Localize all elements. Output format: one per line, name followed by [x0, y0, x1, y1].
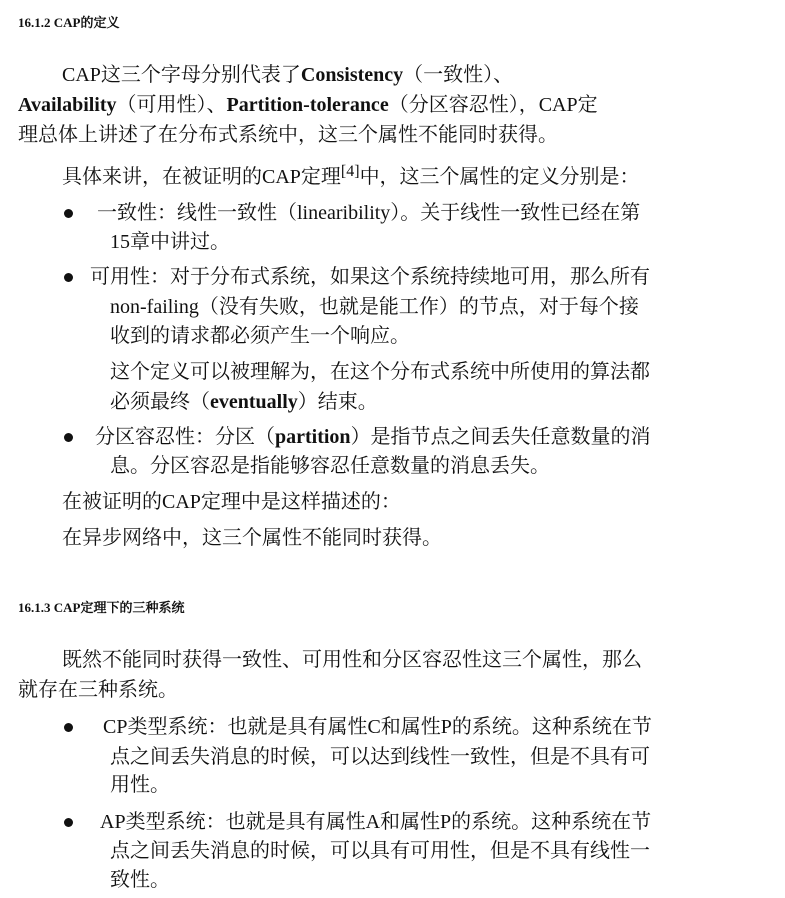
- bullet-icon: [64, 723, 73, 732]
- term-partition: partition: [275, 426, 351, 448]
- list-item-line: 15章中讲过。: [110, 231, 230, 253]
- text: ）是指节点之间丢失任意数量的消: [350, 426, 651, 448]
- list-item-line: [110, 388, 378, 416]
- paragraph-line: 既然不能同时获得一致性、可用性和分区容忍性这三个属性，那么: [62, 649, 642, 671]
- list-item-line: 点之间丢失消息的时候，可以具有可用性，但是不具有线性一: [110, 840, 650, 862]
- list-item-line: 用性。: [110, 774, 170, 796]
- list-item-line: 一致性：线性一致性（linearibility）。关于线性一致性已经在第: [97, 202, 641, 224]
- text: 具体来讲，在被证明的CAP定理: [62, 166, 341, 188]
- list-item-line: CP类型系统：也就是具有属性C和属性P的系统。这种系统在节: [103, 716, 652, 738]
- paragraph-line: 就存在三种系统。: [18, 679, 178, 701]
- text: （一致性）、: [403, 64, 514, 86]
- text: 中，这三个属性的定义分别是：: [359, 166, 640, 188]
- paragraph-line: 在被证明的CAP定理中是这样描述的：: [62, 491, 401, 513]
- section-heading-three-systems: 16.1.3 CAP定理下的三种系统: [18, 600, 185, 615]
- list-item-line: [95, 423, 651, 451]
- term-availability: Availability: [18, 94, 117, 116]
- list-item-line: AP类型系统：也就是具有属性A和属性P的系统。这种系统在节: [100, 811, 652, 833]
- text: （可用性）、: [116, 94, 227, 116]
- list-item-line: 点之间丢失消息的时候，可以达到线性一致性，但是不具有可: [110, 746, 650, 768]
- section-heading-cap-definition: 16.1.2 CAP的定义: [18, 15, 120, 30]
- bullet-icon: [64, 818, 73, 827]
- bullet-icon: [64, 209, 73, 218]
- list-item-line: 息。分区容忍是指能够容忍任意数量的消息丢失。: [110, 455, 550, 477]
- citation-link[interactable]: [4]: [340, 163, 360, 180]
- text: ）结束。: [297, 391, 378, 413]
- paragraph-line: [62, 163, 640, 191]
- list-item-line: 致性。: [110, 869, 170, 891]
- term-eventually: eventually: [210, 391, 298, 413]
- bullet-icon: [64, 273, 73, 282]
- paragraph-line: 在异步网络中，这三个属性不能同时获得。: [62, 527, 442, 549]
- bullet-icon: [64, 433, 73, 442]
- text: （分区容忍性），CAP定: [388, 94, 598, 116]
- paragraph-line: [62, 61, 513, 89]
- term-consistency: Consistency: [300, 64, 404, 86]
- list-item-line: non-failing（没有失败，也就是能工作）的节点，对于每个接: [110, 296, 639, 318]
- term-partition-tolerance: Partition-tolerance: [226, 94, 389, 116]
- text: CAP这三个字母分别代表了: [62, 64, 301, 86]
- list-item-line: 可用性：对于分布式系统，如果这个系统持续地可用，那么所有: [90, 266, 650, 288]
- list-item-line: 这个定义可以被理解为，在这个分布式系统中所使用的算法都: [110, 361, 650, 383]
- text: 必须最终（: [110, 391, 210, 413]
- text: 分区容忍性：分区（: [95, 426, 275, 448]
- paragraph-line: [18, 91, 598, 119]
- list-item-line: 收到的请求都必须产生一个响应。: [110, 325, 410, 347]
- paragraph-line: 理总体上讲述了在分布式系统中，这三个属性不能同时获得。: [18, 124, 558, 146]
